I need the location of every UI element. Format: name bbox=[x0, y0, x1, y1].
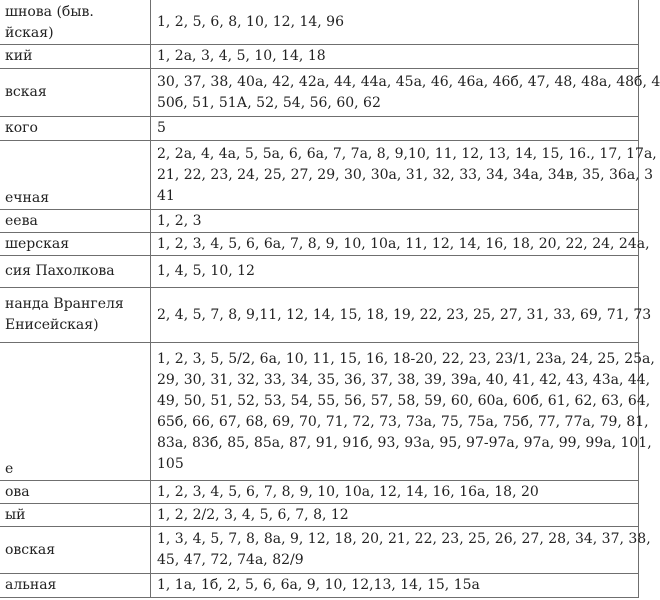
house-numbers-cell bbox=[151, 481, 639, 504]
street-cell bbox=[0, 233, 151, 256]
street-cell bbox=[0, 256, 151, 288]
house-numbers-cell bbox=[151, 210, 639, 233]
house-numbers-line: 49, 50, 51, 52, 53, 54, 55, 56, 57, 58, 59, 60, 60а, 60б, 61, 62, 63, 64, bbox=[157, 392, 651, 409]
house-numbers-line: 21, 22, 23, 24, 25, 27, 29, 30, 30а, 31, 32, 33, 34, 34а, 34в, 35, 36а, 3 bbox=[157, 166, 653, 183]
street-name-line: ечная bbox=[5, 190, 50, 206]
house-numbers-cell bbox=[151, 233, 650, 256]
house-numbers-cell bbox=[151, 0, 639, 45]
house-numbers-cell bbox=[151, 256, 639, 288]
house-numbers-line: 2, 4, 5, 7, 8, 9,11, 12, 14, 15, 18, 19, 22, 23, 25, 27, 31, 33, 69, 71, 73 bbox=[157, 306, 652, 323]
table-row bbox=[0, 117, 639, 141]
house-numbers-line: 1, 4, 5, 10, 12 bbox=[157, 263, 255, 279]
table-row bbox=[0, 343, 639, 481]
street-name-line: вская bbox=[5, 84, 47, 100]
street-cell bbox=[0, 69, 151, 117]
table-row bbox=[0, 69, 639, 117]
house-numbers-cell bbox=[151, 117, 639, 141]
house-numbers-line: 5 bbox=[157, 120, 166, 136]
house-numbers-line: 1, 2а, 3, 4, 5, 10, 14, 18 bbox=[157, 48, 326, 64]
house-numbers-line: 2, 2а, 4, 4а, 5, 5а, 6, 6а, 7, 7а, 8, 9,10, 11, 12, 13, 14, 15, 16., 17, 17а, bbox=[157, 145, 657, 162]
street-cell bbox=[0, 117, 151, 141]
table-row bbox=[0, 256, 639, 288]
table-row bbox=[0, 504, 639, 527]
house-numbers-line: 1, 2, 3, 5, 5/2, 6а, 10, 11, 15, 16, 18-20, 22, 23, 23/1, 23а, 24, 25, 25а, bbox=[157, 350, 655, 367]
house-numbers-cell bbox=[151, 574, 639, 598]
house-numbers-line: 30, 37, 38, 40а, 42, 42а, 44, 44а, 45а, 46, 46а, 46б, 47, 48, 48а, 48б, 4 bbox=[157, 73, 660, 90]
house-numbers-line: 105 bbox=[157, 455, 184, 472]
house-numbers-line: 1, 1а, 1б, 2, 5, 6, 6а, 9, 10, 12,13, 14, 15, 15а bbox=[157, 577, 480, 593]
street-cell bbox=[0, 141, 151, 210]
street-name-line: шерская bbox=[5, 235, 70, 252]
street-cell bbox=[0, 481, 151, 504]
house-numbers-line: 41 bbox=[157, 187, 175, 204]
street-cell bbox=[0, 527, 151, 574]
table-row bbox=[0, 527, 639, 574]
street-name-line: овская bbox=[5, 541, 56, 558]
street-name-line: еева bbox=[5, 212, 38, 229]
street-cell bbox=[0, 504, 151, 527]
street-name-line: йская) bbox=[5, 25, 54, 41]
house-numbers-line: 1, 2, 2/2, 3, 4, 5, 6, 7, 8, 12 bbox=[157, 506, 349, 523]
table-row bbox=[0, 0, 639, 45]
table-row bbox=[0, 574, 639, 598]
street-cell bbox=[0, 210, 151, 233]
table-row bbox=[0, 288, 639, 343]
street-name-line: ова bbox=[5, 483, 30, 500]
street-name-line: Енисейская) bbox=[5, 317, 99, 333]
house-numbers-line: 1, 3, 4, 5, 7, 8, 8а, 9, 12, 18, 20, 21, 22, 23, 25, 26, 27, 28, 34, 37, 38, bbox=[157, 531, 651, 547]
house-numbers-cell bbox=[151, 343, 655, 481]
house-numbers-cell bbox=[151, 69, 660, 117]
street-name-line: e bbox=[5, 461, 14, 477]
street-cell bbox=[0, 574, 151, 598]
house-numbers-line: 50б, 51, 51А, 52, 54, 56, 60, 62 bbox=[157, 94, 381, 111]
street-name-line: кий bbox=[5, 48, 33, 64]
street-cell bbox=[0, 45, 151, 69]
house-numbers-cell bbox=[151, 141, 657, 210]
house-numbers-line: 1, 2, 3 bbox=[157, 212, 202, 229]
house-numbers-cell bbox=[151, 45, 639, 69]
house-numbers-line: 1, 2, 5, 6, 8, 10, 12, 14, 96 bbox=[157, 13, 344, 30]
table-row bbox=[0, 481, 639, 504]
street-cell bbox=[0, 343, 151, 481]
house-numbers-cell bbox=[151, 288, 652, 343]
street-name-line: альная bbox=[5, 577, 57, 593]
street-name-line: шнова (быв. bbox=[5, 4, 94, 20]
street-cell bbox=[0, 0, 151, 45]
street-name-line: ый bbox=[5, 506, 26, 523]
street-name-line: кого bbox=[5, 120, 38, 136]
table-row bbox=[0, 45, 639, 69]
house-numbers-cell bbox=[151, 504, 639, 527]
house-numbers-line: 65б, 66, 67, 68, 69, 70, 71, 72, 73, 73а, 75, 75а, 75б, 77, 77а, 79, 81, bbox=[157, 413, 649, 430]
house-numbers-line: 29, 30, 31, 32, 33, 34, 35, 36, 37, 38, 39, 39а, 40, 41, 42, 43, 43а, 44, bbox=[157, 371, 651, 388]
house-numbers-cell bbox=[151, 527, 651, 574]
table-row bbox=[0, 233, 639, 256]
table-row bbox=[0, 210, 639, 233]
table-row bbox=[0, 141, 639, 210]
house-numbers-line: 1, 2, 3, 4, 5, 6, 7, 8, 9, 10, 10а, 12, 14, 16, 16а, 18, 20 bbox=[157, 483, 539, 500]
house-numbers-line: 45, 47, 72, 74а, 82/9 bbox=[157, 552, 304, 568]
street-name-line: сия Пахолкова bbox=[5, 263, 115, 279]
house-numbers-line: 1, 2, 3, 4, 5, 6, 6а, 7, 8, 9, 10, 10а, 11, 12, 14, 16, 18, 20, 22, 24, 24а, bbox=[157, 235, 650, 252]
street-name-line: нанда Врангеля bbox=[5, 296, 124, 312]
house-numbers-line: 83а, 83б, 85, 85а, 87, 91, 91б, 93, 93а, 95, 97-97а, 97а, 99, 99а, 101, bbox=[157, 434, 652, 451]
street-cell bbox=[0, 288, 151, 343]
